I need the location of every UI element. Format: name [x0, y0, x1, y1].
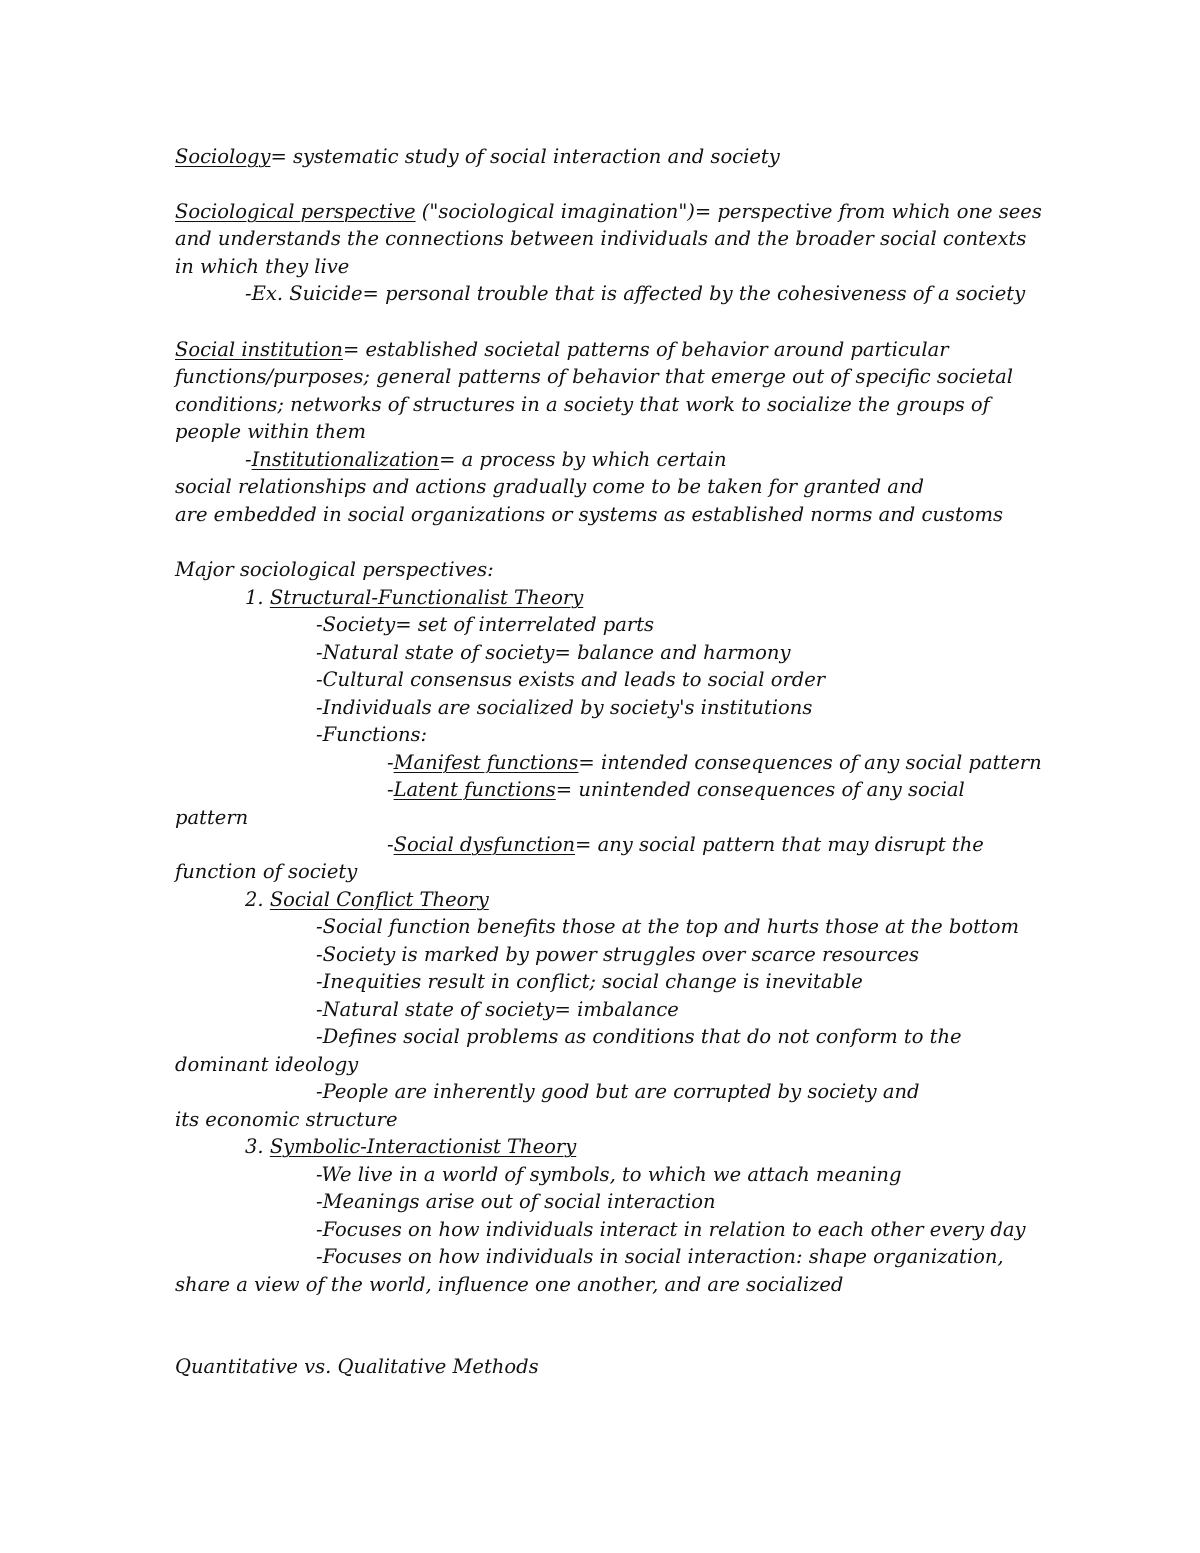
symbolic-point: -We live in a world of symbols, to which we attach meaning	[316, 1163, 902, 1186]
conflict-point: -Defines social problems as conditions that do not conform to the	[316, 1025, 962, 1048]
latent-def-2: pattern	[175, 806, 249, 829]
symbolic-number: 3.	[245, 1135, 270, 1158]
symbolic-point: -Meanings arise out of social interaction	[316, 1190, 716, 1213]
conflict-point-cont: its economic structure	[175, 1108, 398, 1131]
perspective-def-2: and understands the connections between individuals and the broader social contexts	[175, 227, 1027, 250]
dysfunction-dash: -	[387, 833, 394, 856]
institution-definition	[175, 340, 949, 360]
institutionalization-def-2: social relationships and actions gradually come to be taken for granted and	[175, 475, 924, 498]
structural-heading	[245, 588, 583, 608]
latent-dash: -	[387, 778, 394, 801]
social-dysfunction	[387, 835, 984, 855]
structural-point: -Society= set of interrelated parts	[316, 613, 655, 636]
manifest-functions	[387, 753, 1042, 773]
structural-point: -Cultural consensus exists and leads to social order	[316, 668, 826, 691]
conflict-point: -Inequities result in conflict; social change is inevitable	[316, 970, 863, 993]
dysfunction-term: Social dysfunction	[393, 833, 576, 856]
structural-point: -Individuals are socialized by society's institutions	[316, 696, 813, 719]
conflict-point: -People are inherently good but are corrupted by society and	[316, 1080, 920, 1103]
institutionalization-term: Institutionalization	[251, 448, 440, 471]
structural-point: -Functions:	[316, 723, 428, 746]
conflict-number: 2.	[245, 888, 270, 911]
conflict-point: -Society is marked by power struggles over scarce resources	[316, 943, 920, 966]
structural-point: -Natural state of society= balance and harmony	[316, 641, 791, 664]
manifest-def: = intended consequences of any social pattern	[578, 751, 1042, 774]
sociology-term: Sociology	[175, 145, 271, 168]
conflict-title: Social Conflict Theory	[269, 888, 489, 911]
methods-heading: Quantitative vs. Qualitative Methods	[175, 1355, 539, 1378]
sociology-definition	[175, 147, 780, 167]
perspective-example: -Ex. Suicide= personal trouble that is affected by the cohesiveness of a society	[245, 282, 1026, 305]
symbolic-point: -Focuses on how individuals in social interaction: shape organization,	[316, 1245, 1004, 1268]
institution-def-1: = established societal patterns of behavior around particular	[342, 338, 949, 361]
latent-def-1: = unintended consequences of any social	[555, 778, 965, 801]
dysfunction-def-1: = any social pattern that may disrupt the	[575, 833, 984, 856]
institutionalization-definition	[245, 450, 727, 470]
conflict-point-cont: dominant ideology	[175, 1053, 359, 1076]
perspective-def-3: in which they live	[175, 255, 350, 278]
latent-term: Latent functions	[393, 778, 556, 801]
perspectives-heading: Major sociological perspectives:	[175, 558, 494, 581]
perspective-definition	[175, 202, 1042, 222]
structural-number: 1.	[245, 586, 270, 609]
institution-def-3: conditions; networks of structures in a society that work to socialize the groups of	[175, 393, 990, 416]
symbolic-point: -Focuses on how individuals interact in relation to each other every day	[316, 1218, 1026, 1241]
institution-term: Social institution	[175, 338, 343, 361]
conflict-point: -Natural state of society= imbalance	[316, 998, 679, 1021]
symbolic-point-cont: share a view of the world, influence one another, and are socialized	[175, 1273, 844, 1296]
conflict-heading	[245, 890, 489, 910]
institutionalization-dash: -	[245, 448, 252, 471]
perspective-term: Sociological perspective	[175, 200, 416, 223]
symbolic-title: Symbolic-Interactionist Theory	[269, 1135, 577, 1158]
structural-title: Structural-Functionalist Theory	[269, 586, 584, 609]
manifest-term: Manifest functions	[393, 751, 579, 774]
institutionalization-def-3: are embedded in social organizations or systems as established norms and customs	[175, 503, 1004, 526]
manifest-dash: -	[387, 751, 394, 774]
sociology-def: = systematic study of social interaction and society	[270, 145, 780, 168]
perspective-def-1: ("sociological imagination")= perspective from which one sees	[415, 200, 1042, 223]
conflict-point: -Social function benefits those at the top and hurts those at the bottom	[316, 915, 1019, 938]
institutionalization-def-1: = a process by which certain	[439, 448, 727, 471]
latent-functions	[387, 780, 965, 800]
symbolic-heading	[245, 1137, 576, 1157]
institution-def-2: functions/purposes; general patterns of behavior that emerge out of specific societal	[175, 365, 1014, 388]
institution-def-4: people within them	[175, 420, 366, 443]
dysfunction-def-2: function of society	[175, 860, 358, 883]
